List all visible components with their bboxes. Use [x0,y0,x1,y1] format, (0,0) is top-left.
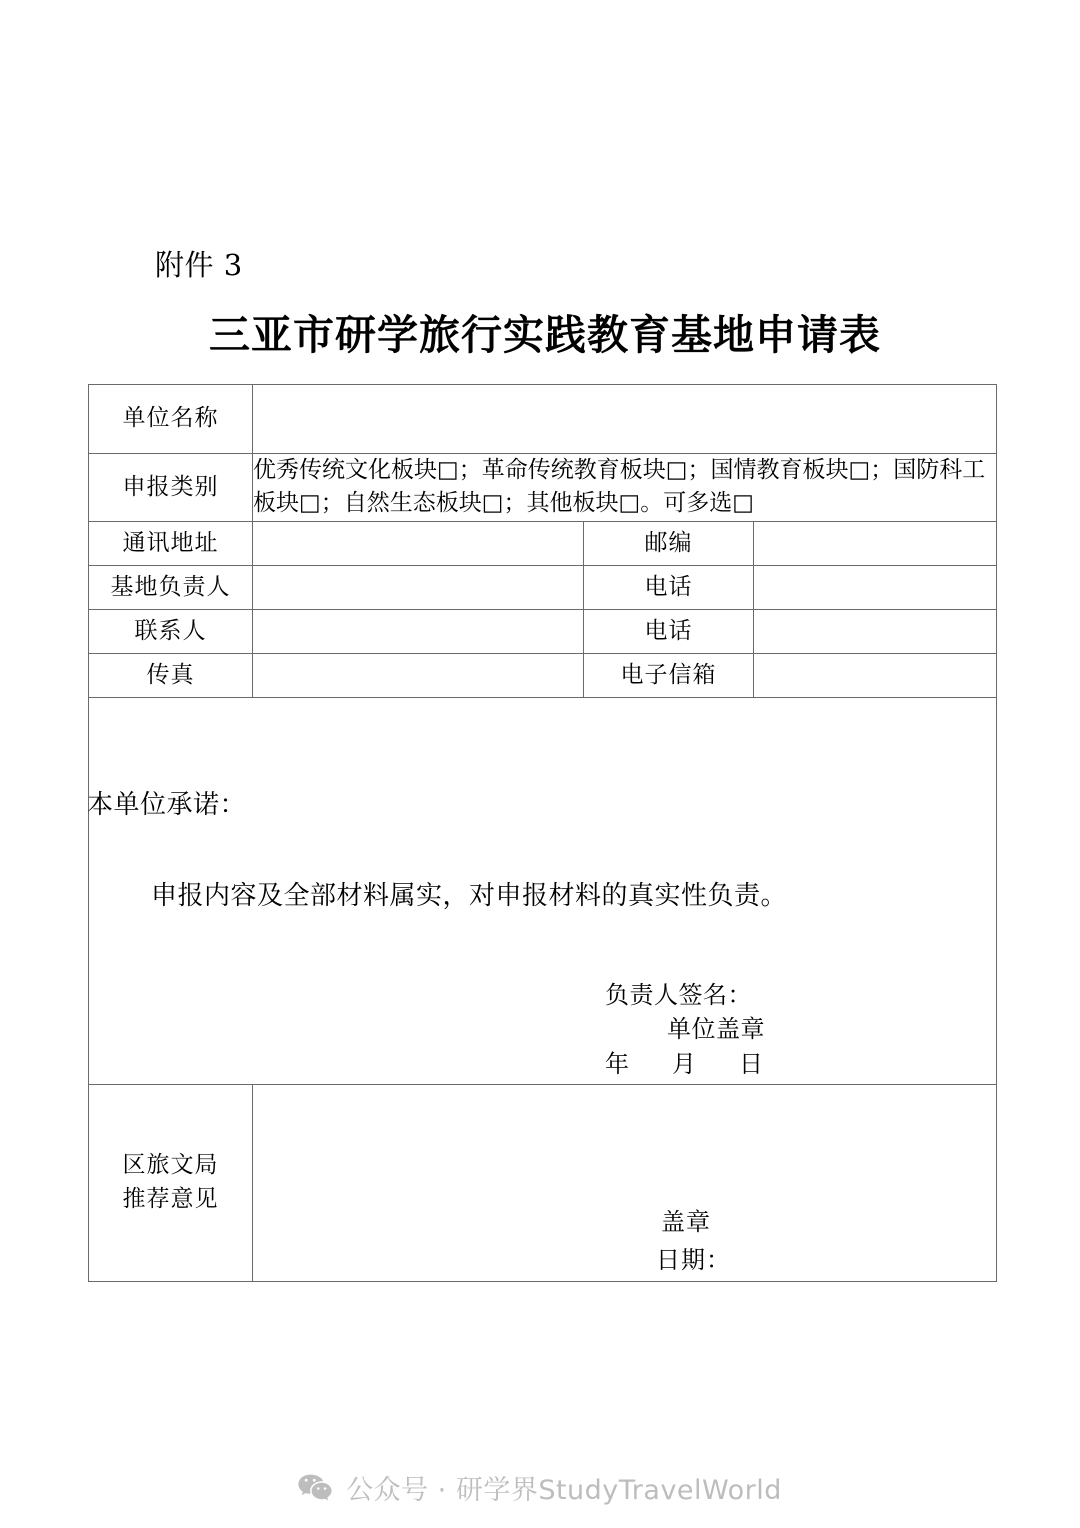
field-value-base-manager[interactable] [253,565,584,609]
table-row [89,609,997,653]
signature-block [89,978,996,1082]
field-value-manager-phone[interactable] [754,565,997,609]
review-label-line-2: 推荐意见 [122,1185,219,1212]
table-row [89,454,997,522]
wechat-icon [298,1474,332,1502]
field-value-fax[interactable] [253,653,584,697]
field-label-email: 电子信箱 [584,653,754,697]
table-row [89,521,997,565]
table-row [89,565,997,609]
signature-label: 负责人签名： [605,980,752,1009]
attachment-label: 附件 3 [155,248,243,282]
review-opinion-area[interactable] [253,1084,997,1281]
date-month-label: 月 [672,1050,697,1079]
table-row-commitment [89,697,997,1084]
review-date-label: 日期： [656,1245,731,1274]
field-label-unit-name: 单位名称 [89,385,253,454]
date-year-label: 年 [605,1050,630,1079]
footer-text: 公众号 · 研学界StudyTravelWorld [346,1475,782,1506]
field-value-contact-phone[interactable] [754,609,997,653]
field-label-base-manager: 基地负责人 [89,565,253,609]
review-label-cell [89,1084,253,1281]
field-label-fax: 传真 [89,653,253,697]
field-label-contact-phone: 电话 [584,609,754,653]
field-label-address: 通讯地址 [89,521,253,565]
table-row [89,653,997,697]
field-value-unit-name[interactable] [253,385,997,454]
table-row [89,385,997,454]
date-day-label: 日 [739,1050,764,1079]
field-label-postcode: 邮编 [584,521,754,565]
review-stamp-label: 盖章 [661,1207,711,1236]
field-value-address[interactable] [253,521,584,565]
application-form-table [88,384,997,1282]
field-value-email[interactable] [754,653,997,697]
date-line [89,1047,996,1082]
unit-seal-label: 单位盖章 [667,1015,765,1044]
footer-watermark [0,1468,1080,1507]
field-label-contact: 联系人 [89,609,253,653]
field-value-postcode[interactable] [754,521,997,565]
field-value-category-options[interactable]: 优秀传统文化板块□；革命传统教育板块□；国情教育板块□；国防科工板块□；自然生态板块□；其他板块□。可多选□ [253,454,997,522]
commitment-cell [89,697,997,1084]
commitment-body-text: 申报内容及全部材料属实，对申报材料的真实性负责。 [151,880,788,911]
review-label-line-1: 区旅文局 [122,1152,219,1179]
page-title: 三亚市研学旅行实践教育基地申请表 [209,311,881,359]
commitment-heading: 本单位承诺： [87,789,247,820]
field-label-category: 申报类别 [89,454,253,522]
field-value-contact[interactable] [253,609,584,653]
table-row-review [89,1084,997,1281]
field-label-manager-phone: 电话 [584,565,754,609]
